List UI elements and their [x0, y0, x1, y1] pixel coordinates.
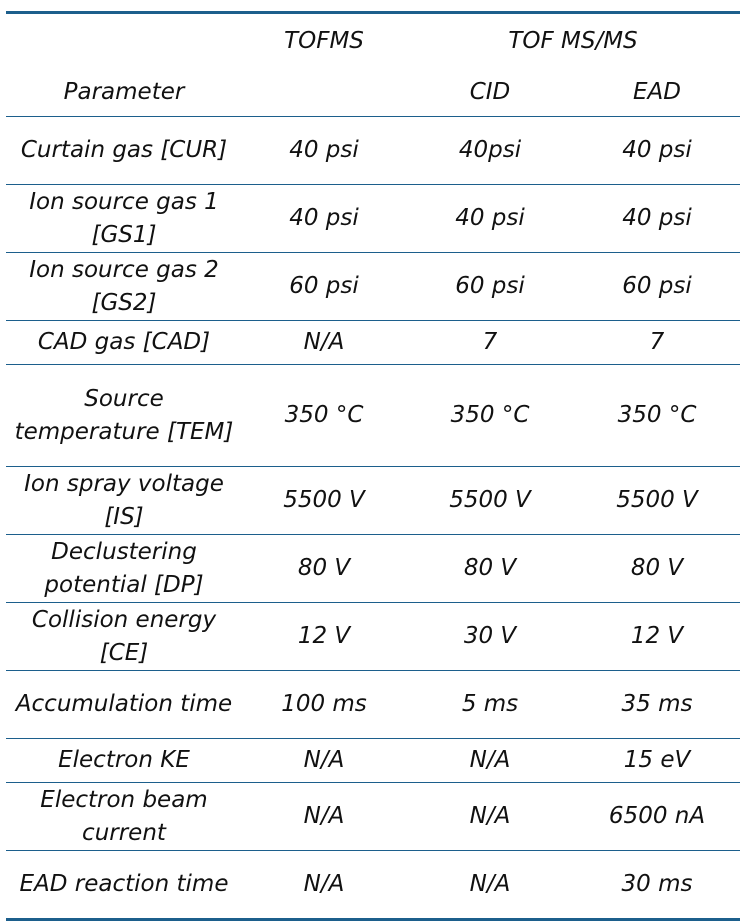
header-cid: CID: [469, 79, 511, 105]
tofms-value: N/A: [242, 851, 406, 920]
parameter-name: Electron KE: [6, 739, 242, 783]
tofms-value: N/A: [242, 321, 406, 365]
cid-value: 30 V: [406, 603, 574, 671]
table-row: [6, 185, 740, 253]
header-row-sub: [6, 69, 740, 117]
cid-value: 7: [406, 321, 574, 365]
parameter-name: Collision energy [CE]: [6, 603, 242, 671]
header-tofms: TOFMS: [242, 13, 406, 70]
cid-value: N/A: [406, 851, 574, 920]
parameter-name: EAD reaction time: [6, 851, 242, 920]
tofms-value: 80 V: [242, 535, 406, 603]
parameter-name: Declustering potential [DP]: [6, 535, 242, 603]
ead-value: 40 psi: [574, 185, 740, 253]
ead-value: 7: [574, 321, 740, 365]
ead-value: 12 V: [574, 603, 740, 671]
tofms-value: N/A: [242, 783, 406, 851]
table-row: [6, 365, 740, 467]
cid-value: 5 ms: [406, 671, 574, 739]
parameter-name: Accumulation time: [6, 671, 242, 739]
header-ead: EAD: [633, 79, 681, 105]
table-row: [6, 739, 740, 783]
ead-value: 35 ms: [574, 671, 740, 739]
ead-value: 30 ms: [574, 851, 740, 920]
table-row: [6, 467, 740, 535]
cid-value: N/A: [406, 739, 574, 783]
parameter-name: Curtain gas [CUR]: [6, 117, 242, 185]
ead-value: 60 psi: [574, 253, 740, 321]
table-row: [6, 253, 740, 321]
tofms-value: 5500 V: [242, 467, 406, 535]
parameter-name: Ion source gas 1 [GS1]: [6, 185, 242, 253]
table-row: [6, 117, 740, 185]
ead-value: 40 psi: [574, 117, 740, 185]
header-parameter: Parameter: [63, 79, 185, 105]
ead-value: 15 eV: [574, 739, 740, 783]
tofms-value: 350 °C: [242, 365, 406, 467]
header-tof-msms: TOF MS/MS: [406, 13, 740, 70]
header-sub-empty: [242, 69, 406, 117]
tofms-value: 60 psi: [242, 253, 406, 321]
tofms-value: 12 V: [242, 603, 406, 671]
ead-value: 5500 V: [574, 467, 740, 535]
cid-value: 40psi: [406, 117, 574, 185]
table-row: [6, 671, 740, 739]
ms-parameter-table: [6, 11, 740, 921]
table-row: [6, 321, 740, 365]
cid-value: 5500 V: [406, 467, 574, 535]
cid-value: N/A: [406, 783, 574, 851]
table-row: [6, 851, 740, 920]
cid-value: 80 V: [406, 535, 574, 603]
parameter-name: Ion spray voltage [IS]: [6, 467, 242, 535]
ead-value: 350 °C: [574, 365, 740, 467]
header-row-top: [6, 13, 740, 70]
tofms-value: N/A: [242, 739, 406, 783]
table-row: [6, 603, 740, 671]
table-row: [6, 535, 740, 603]
parameter-name: Ion source gas 2 [GS2]: [6, 253, 242, 321]
tofms-value: 100 ms: [242, 671, 406, 739]
cid-value: 60 psi: [406, 253, 574, 321]
table-row: [6, 783, 740, 851]
header-empty-cell: [6, 13, 242, 70]
parameter-name: Source temperature [TEM]: [6, 365, 242, 467]
parameter-name: Electron beam current: [6, 783, 242, 851]
parameter-name: CAD gas [CAD]: [6, 321, 242, 365]
parameter-table-container: [6, 11, 740, 921]
cid-value: 40 psi: [406, 185, 574, 253]
tofms-value: 40 psi: [242, 117, 406, 185]
ead-value: 80 V: [574, 535, 740, 603]
ead-value: 6500 nA: [574, 783, 740, 851]
tofms-value: 40 psi: [242, 185, 406, 253]
cid-value: 350 °C: [406, 365, 574, 467]
